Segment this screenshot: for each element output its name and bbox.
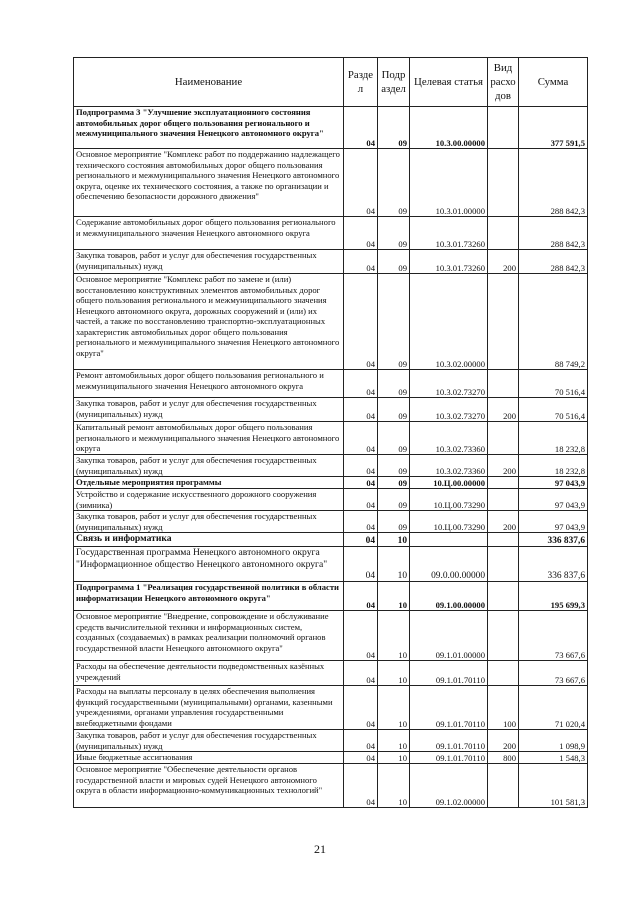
row-vid-cell: 100: [488, 686, 519, 730]
row-vid-cell: [488, 611, 519, 661]
table-row: [74, 686, 588, 730]
table-row: [74, 547, 588, 582]
header-vid: Вид расхо дов: [488, 58, 519, 107]
row-razdel-cell: 04: [344, 489, 378, 511]
header-name: Наименование: [74, 58, 344, 107]
row-sum-cell: 97 043,9: [519, 477, 588, 489]
row-podrazdel-cell: 10: [378, 764, 410, 808]
table-row: [74, 489, 588, 511]
row-name-cell: Иные бюджетные ассигнования: [74, 752, 344, 764]
row-name-cell: Содержание автомобильных дорог общего пользования регионального и межмуниципального значения Ненецкого автономного округа: [74, 217, 344, 250]
row-target-cell: 10.Ц.00.00000: [410, 477, 488, 489]
table-row: [74, 398, 588, 422]
table-row: [74, 455, 588, 477]
row-target-cell: 09.1.00.00000: [410, 582, 488, 611]
row-name-cell: Капитальный ремонт автомобильных дорог общего пользования регионального и межмуниципального значения Ненецкого автономного округа: [74, 422, 344, 455]
row-podrazdel-cell: 09: [378, 370, 410, 398]
row-target-cell: 10.3.00.00000: [410, 107, 488, 149]
row-razdel-cell: 04: [344, 752, 378, 764]
row-podrazdel-cell: 09: [378, 511, 410, 533]
row-name-cell: Основное мероприятие "Обеспечение деятельности органов государственной власти и мировых судей Ненецкого автономного округа в области информационно-коммуникационных технологий": [74, 764, 344, 808]
row-target-cell: 10.3.02.00000: [410, 274, 488, 370]
table-row: [74, 274, 588, 370]
row-podrazdel-cell: 10: [378, 661, 410, 686]
row-target-cell: [410, 533, 488, 547]
row-vid-cell: [488, 477, 519, 489]
row-sum-cell: 70 516,4: [519, 398, 588, 422]
row-sum-cell: 288 842,3: [519, 217, 588, 250]
row-podrazdel-cell: 09: [378, 274, 410, 370]
row-vid-cell: [488, 489, 519, 511]
header-podrazdel: Подр аздел: [378, 58, 410, 107]
row-razdel-cell: 04: [344, 398, 378, 422]
row-sum-cell: 288 842,3: [519, 149, 588, 217]
row-sum-cell: 336 837,6: [519, 547, 588, 582]
row-podrazdel-cell: 10: [378, 752, 410, 764]
row-target-cell: 10.3.02.73270: [410, 398, 488, 422]
row-razdel-cell: 04: [344, 511, 378, 533]
page-number: 21: [314, 842, 326, 856]
row-razdel-cell: 04: [344, 686, 378, 730]
row-vid-cell: [488, 547, 519, 582]
row-podrazdel-cell: 09: [378, 489, 410, 511]
row-sum-cell: 377 591,5: [519, 107, 588, 149]
row-sum-cell: 73 667,6: [519, 611, 588, 661]
row-target-cell: 09.1.02.00000: [410, 764, 488, 808]
row-sum-cell: 73 667,6: [519, 661, 588, 686]
table-row: [74, 764, 588, 808]
row-name-cell: Основное мероприятие "Комплекс работ по поддержанию надлежащего технического состояния автомобильных дорог общего пользования регионального и межмуниципального значения Ненецкого автономного округа, оценке их технического состояния, а также по организации и обеспечению безопасности дорожного движения": [74, 149, 344, 217]
row-target-cell: 09.1.01.70110: [410, 730, 488, 752]
row-vid-cell: 200: [488, 730, 519, 752]
row-name-cell: Отдельные мероприятия программы: [74, 477, 344, 489]
row-vid-cell: 800: [488, 752, 519, 764]
row-sum-cell: 18 232,8: [519, 455, 588, 477]
table-row: [74, 217, 588, 250]
row-sum-cell: 101 581,3: [519, 764, 588, 808]
row-razdel-cell: 04: [344, 611, 378, 661]
row-name-cell: Ремонт автомобильных дорог общего пользования регионального и межмуниципального значения Ненецкого автономного округа: [74, 370, 344, 398]
row-target-cell: 09.1.01.70110: [410, 752, 488, 764]
row-vid-cell: [488, 582, 519, 611]
table-header-row: [74, 58, 588, 107]
row-razdel-cell: 04: [344, 217, 378, 250]
row-podrazdel-cell: 09: [378, 250, 410, 274]
row-target-cell: 09.1.01.00000: [410, 611, 488, 661]
row-target-cell: 10.3.01.73260: [410, 250, 488, 274]
row-razdel-cell: 04: [344, 477, 378, 489]
row-name-cell: Закупка товаров, работ и услуг для обеспечения государственных (муниципальных) нужд: [74, 730, 344, 752]
row-target-cell: 10.3.02.73360: [410, 422, 488, 455]
row-sum-cell: 336 837,6: [519, 533, 588, 547]
row-name-cell: Подпрограмма 3 "Улучшение эксплуатационного состояния автомобильных дорог общего пользования регионального и межмуниципального значения Ненецкого автономного округа": [74, 107, 344, 149]
row-sum-cell: 1 098,9: [519, 730, 588, 752]
row-podrazdel-cell: 09: [378, 149, 410, 217]
row-name-cell: Закупка товаров, работ и услуг для обеспечения государственных (муниципальных) нужд: [74, 455, 344, 477]
row-razdel-cell: 04: [344, 250, 378, 274]
header-razdel: Разде л: [344, 58, 378, 107]
row-vid-cell: 200: [488, 250, 519, 274]
row-razdel-cell: 04: [344, 661, 378, 686]
row-name-cell: Расходы на выплаты персоналу в целях обеспечения выполнения функций государственными (муниципальными) органами, казенными учреждениями, органами управления государственными внебюджетными фондами: [74, 686, 344, 730]
row-sum-cell: 71 020,4: [519, 686, 588, 730]
row-target-cell: 10.3.02.73360: [410, 455, 488, 477]
row-razdel-cell: 04: [344, 764, 378, 808]
row-podrazdel-cell: 10: [378, 533, 410, 547]
row-vid-cell: [488, 764, 519, 808]
row-target-cell: 10.Ц.00.73290: [410, 489, 488, 511]
row-target-cell: 09.0.00.00000: [410, 547, 488, 582]
row-podrazdel-cell: 09: [378, 477, 410, 489]
row-name-cell: Закупка товаров, работ и услуг для обеспечения государственных (муниципальных) нужд: [74, 511, 344, 533]
row-sum-cell: 1 548,3: [519, 752, 588, 764]
row-target-cell: 10.3.01.73260: [410, 217, 488, 250]
row-podrazdel-cell: 09: [378, 422, 410, 455]
table-row: [74, 149, 588, 217]
row-name-cell: Устройство и содержание искусственного дорожного сооружения (зимника): [74, 489, 344, 511]
row-name-cell: Государственная программа Ненецкого автономного округа "Информационное общество Ненецкого автономного округа": [74, 547, 344, 582]
row-razdel-cell: 04: [344, 149, 378, 217]
row-sum-cell: 288 842,3: [519, 250, 588, 274]
table-row: [74, 422, 588, 455]
table-row: [74, 370, 588, 398]
row-vid-cell: [488, 370, 519, 398]
row-sum-cell: 97 043,9: [519, 511, 588, 533]
table-row: [74, 250, 588, 274]
row-sum-cell: 195 699,3: [519, 582, 588, 611]
row-razdel-cell: 04: [344, 547, 378, 582]
row-podrazdel-cell: 10: [378, 547, 410, 582]
row-vid-cell: 200: [488, 455, 519, 477]
row-target-cell: 10.Ц.00.73290: [410, 511, 488, 533]
row-vid-cell: 200: [488, 398, 519, 422]
row-razdel-cell: 04: [344, 422, 378, 455]
row-name-cell: Закупка товаров, работ и услуг для обеспечения государственных (муниципальных) нужд: [74, 398, 344, 422]
table-row: [74, 582, 588, 611]
row-razdel-cell: 04: [344, 730, 378, 752]
row-sum-cell: 70 516,4: [519, 370, 588, 398]
row-sum-cell: 88 749,2: [519, 274, 588, 370]
row-name-cell: Расходы на обеспечение деятельности подведомственных казённых учреждений: [74, 661, 344, 686]
row-sum-cell: 18 232,8: [519, 422, 588, 455]
row-name-cell: Основное мероприятие "Комплекс работ по замене и (или) восстановлению конструктивных элементов автомобильных дорог общего пользования регионального и межмуниципального значения Ненецкого автономного округа, дорожных сооружений и (или) их частей, а также по восстановлению транспортно-эксплуатационных характеристик автомобильных дорог общего пользования регионального и межмуниципального значения Ненецкого автономного округа": [74, 274, 344, 370]
table-row: [74, 533, 588, 547]
table-row: [74, 477, 588, 489]
row-name-cell: Закупка товаров, работ и услуг для обеспечения государственных (муниципальных) нужд: [74, 250, 344, 274]
table-body: [74, 107, 588, 808]
row-vid-cell: 200: [488, 511, 519, 533]
row-vid-cell: [488, 107, 519, 149]
row-podrazdel-cell: 09: [378, 398, 410, 422]
row-razdel-cell: 04: [344, 107, 378, 149]
row-sum-cell: 97 043,9: [519, 489, 588, 511]
row-razdel-cell: 04: [344, 370, 378, 398]
table-row: [74, 107, 588, 149]
table-row: [74, 730, 588, 752]
table-row: [74, 752, 588, 764]
row-podrazdel-cell: 10: [378, 611, 410, 661]
row-vid-cell: [488, 217, 519, 250]
row-target-cell: 09.1.01.70110: [410, 686, 488, 730]
row-razdel-cell: 04: [344, 455, 378, 477]
row-vid-cell: [488, 149, 519, 217]
budget-table: [73, 57, 588, 808]
row-vid-cell: [488, 274, 519, 370]
row-podrazdel-cell: 10: [378, 730, 410, 752]
header-sum: Сумма: [519, 58, 588, 107]
row-vid-cell: [488, 533, 519, 547]
row-vid-cell: [488, 422, 519, 455]
row-razdel-cell: 04: [344, 533, 378, 547]
row-target-cell: 10.3.01.00000: [410, 149, 488, 217]
row-podrazdel-cell: 09: [378, 217, 410, 250]
header-target: Целевая статья: [410, 58, 488, 107]
row-podrazdel-cell: 09: [378, 107, 410, 149]
row-razdel-cell: 04: [344, 274, 378, 370]
table-row: [74, 611, 588, 661]
row-name-cell: Подпрограмма 1 "Реализация государственной политики в области информатизации Ненецкого автономного округа": [74, 582, 344, 611]
row-podrazdel-cell: 09: [378, 455, 410, 477]
row-razdel-cell: 04: [344, 582, 378, 611]
row-name-cell: Основное мероприятие "Внедрение, сопровождение и обслуживание средств вычислительной техники и информационных систем, созданных (создаваемых) в рамках реализации полномочий органов государственной власти Ненецкого автономного округа": [74, 611, 344, 661]
row-vid-cell: [488, 661, 519, 686]
row-podrazdel-cell: 10: [378, 582, 410, 611]
row-podrazdel-cell: 10: [378, 686, 410, 730]
row-target-cell: 10.3.02.73270: [410, 370, 488, 398]
table-row: [74, 661, 588, 686]
row-target-cell: 09.1.01.70110: [410, 661, 488, 686]
table-row: [74, 511, 588, 533]
row-name-cell: Связь и информатика: [74, 533, 344, 547]
